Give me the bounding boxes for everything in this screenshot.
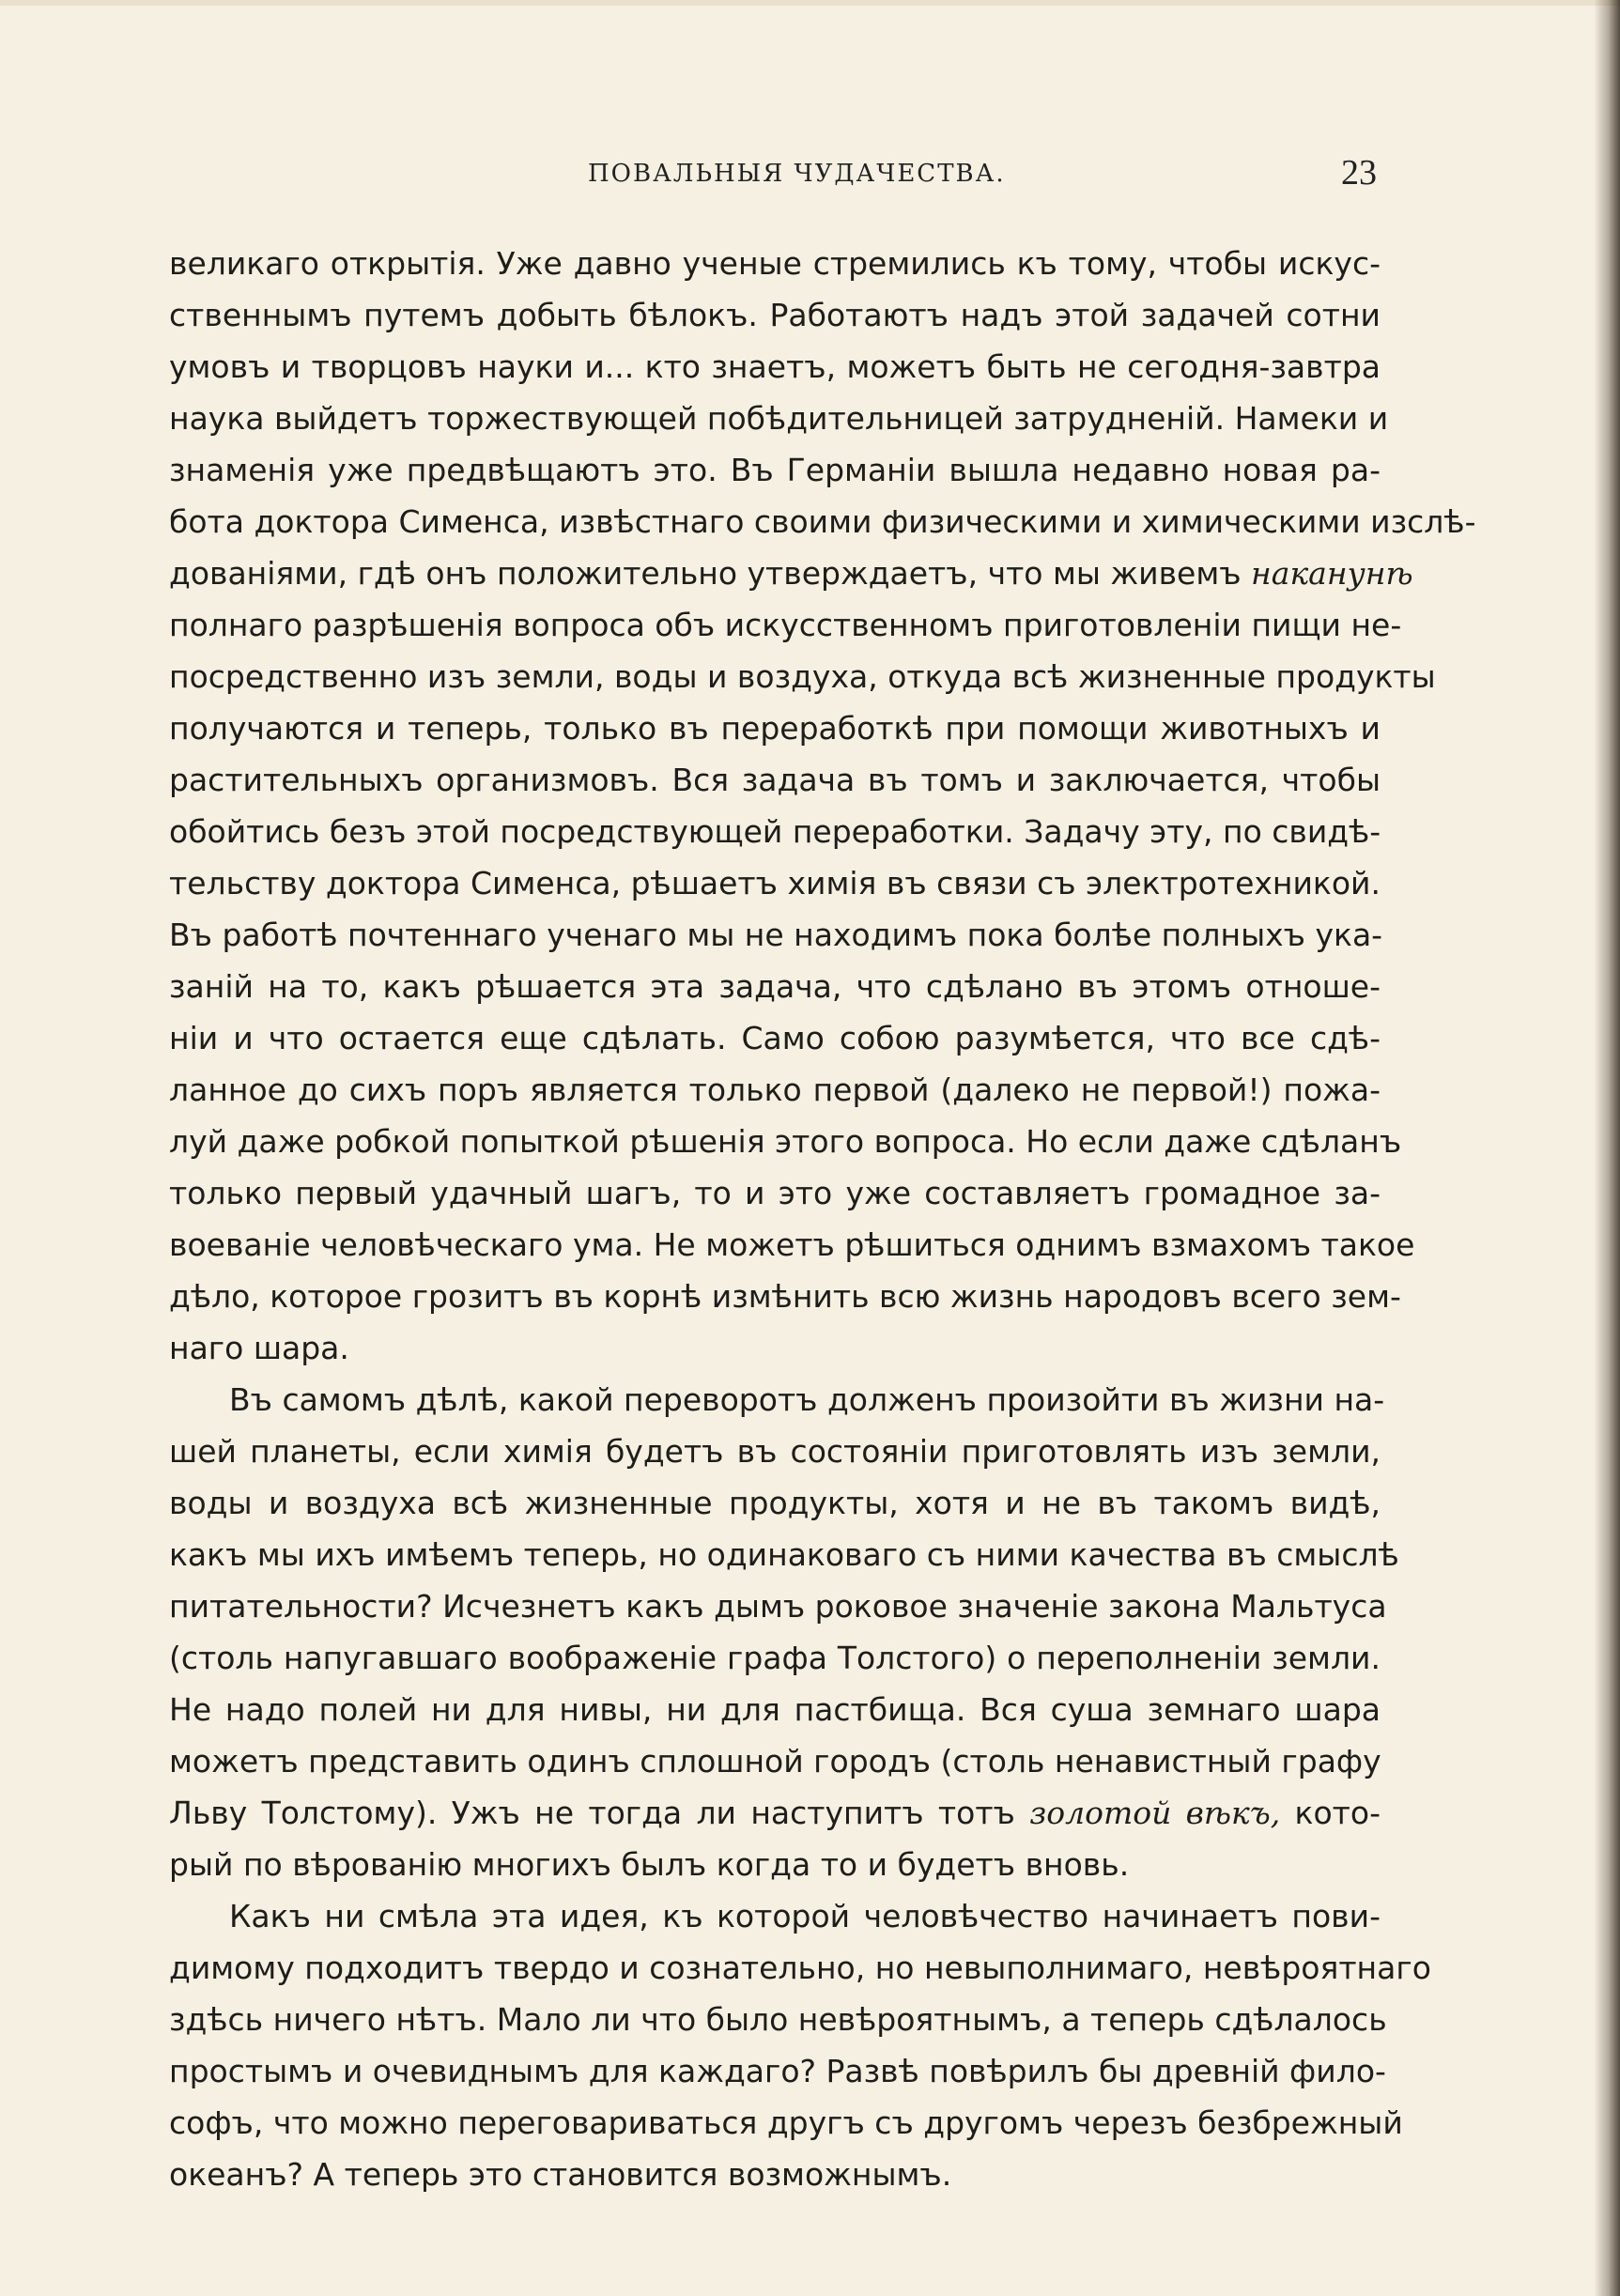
- text-line: [169, 496, 1476, 547]
- text-line-content: ніи и что остается еще сдѣлать. Само собою разумѣется, что все сдѣ-: [169, 1020, 1381, 1056]
- text-line: [169, 1787, 1381, 1839]
- text-line-content: растительныхъ организмовъ. Вся задача въ томъ и заключается, чтобы: [169, 762, 1381, 798]
- text-line: [169, 393, 1389, 444]
- text-line: [169, 1735, 1381, 1787]
- text-line-content: шей планеты, если химія будетъ въ состояніи приготовлять изъ земли,: [169, 1433, 1381, 1470]
- text-line-content: софъ, что можно переговариваться другъ съ другомъ черезъ безбрежный: [169, 2104, 1403, 2141]
- text-line: [169, 1012, 1381, 1064]
- text-line-content: воеваніе человѣческаго ума. Не можетъ рѣшиться однимъ взмахомъ такое: [169, 1226, 1415, 1263]
- text-line: [169, 2149, 1381, 2200]
- book-spine-shadow: [1594, 0, 1620, 2296]
- text-line: [169, 1839, 1381, 1890]
- text-line-content: посредственно изъ земли, воды и воздуха, откуда всѣ жизненные продукты: [169, 658, 1436, 695]
- text-line: [169, 1684, 1381, 1735]
- text-line-content: Какъ ни смѣла эта идея, къ которой человѣчество начинаетъ пови-: [229, 1898, 1381, 1934]
- text-line-content: Въ работѣ почтеннаго ученаго мы не находимъ пока болѣе полныхъ ука-: [169, 917, 1383, 953]
- text-line: [169, 754, 1381, 806]
- text-line: [169, 702, 1381, 754]
- text-line-content: Льву Толстому). Ужъ не тогда ли наступитъ тотъ: [169, 1795, 1015, 1831]
- text-line-content: рый по вѣрованію многихъ былъ когда то и будетъ вновь.: [169, 1846, 1130, 1883]
- text-line-content: получаются и теперь, только въ переработкѣ при помощи животныхъ и: [169, 710, 1381, 747]
- text-line: [169, 1064, 1381, 1116]
- text-line-content: знаменія уже предвѣщаютъ это. Въ Германіи вышла недавно новая ра-: [169, 452, 1381, 488]
- italic-emphasis: наканунѣ: [1251, 555, 1413, 592]
- text-line: [169, 1374, 1385, 1425]
- text-line-content: воды и воздуха всѣ жизненные продукты, хотя и не въ такомъ видѣ,: [169, 1485, 1381, 1521]
- text-line: [169, 857, 1381, 909]
- body-text: [169, 238, 1476, 2200]
- text-line-content: наука выйдетъ торжествующей побѣдительницей затрудненій. Намеки и: [169, 400, 1389, 437]
- text-line: [169, 961, 1381, 1012]
- text-line: [169, 806, 1381, 857]
- page-number: 23: [1341, 153, 1377, 193]
- text-line: [169, 651, 1436, 702]
- text-line: [169, 2045, 1386, 2097]
- text-line-content: (столь напугавшаго воображеніе графа Толстого) о переполненіи земли.: [169, 1640, 1381, 1676]
- text-line: [169, 1116, 1402, 1167]
- text-line-content: полнаго разрѣшенія вопроса объ искусственномъ приготовленіи пищи не-: [169, 607, 1402, 643]
- text-line-content: ланное до сихъ поръ является только первой (далеко не первой!) пожа-: [169, 1071, 1381, 1108]
- text-line: [169, 341, 1381, 393]
- text-line-content: простымъ и очевиднымъ для каждаго? Развѣ повѣрилъ бы древній фило-: [169, 2053, 1386, 2089]
- text-line-content: питательности? Исчезнетъ какъ дымъ роковое значеніе закона Мальтуса: [169, 1588, 1387, 1625]
- text-line: [169, 599, 1402, 651]
- text-line: [169, 1425, 1381, 1477]
- text-line-content: луй даже робкой попыткой рѣшенія этого вопроса. Но если даже сдѣланъ: [169, 1123, 1402, 1160]
- text-line-content: умовъ и творцовъ науки и... кто знаетъ, можетъ быть не сегодня-завтра: [169, 348, 1381, 385]
- text-line: [169, 1322, 1381, 1374]
- text-line-content: только первый удачный шагъ, то и это уже составляетъ громадное за-: [169, 1175, 1381, 1211]
- text-line-content: тельству доктора Сименса, рѣшаетъ химія въ связи съ электротехникой.: [169, 865, 1381, 901]
- text-line-content: бота доктора Сименса, извѣстнаго своими физическими и химическими изслѣ-: [169, 503, 1476, 540]
- text-line-content: океанъ? А теперь это становится возможнымъ.: [169, 2156, 952, 2193]
- text-line: [169, 547, 1413, 599]
- text-line: [169, 2097, 1403, 2149]
- text-line: [169, 238, 1381, 289]
- text-line: [169, 1219, 1415, 1271]
- text-line: [169, 1529, 1399, 1580]
- text-line-content: Въ самомъ дѣлѣ, какой переворотъ долженъ произойти въ жизни на-: [229, 1381, 1385, 1418]
- text-line-content: обойтись безъ этой посредствующей переработки. Задачу эту, по свидѣ-: [169, 813, 1381, 850]
- text-line-content: дованіями, гдѣ онъ положительно утверждаетъ, что мы живемъ: [169, 555, 1242, 592]
- text-line-content: Не надо полей ни для нивы, ни для пастбища. Вся суша земнаго шара: [169, 1691, 1381, 1728]
- text-line-content: дѣло, которое грозитъ въ корнѣ измѣнить всю жизнь народовъ всего зем-: [169, 1278, 1401, 1315]
- text-line-content: можетъ представить одинъ сплошной городъ (столь ненавистный графу: [169, 1743, 1381, 1780]
- text-line: [169, 1271, 1401, 1322]
- text-line: [169, 1632, 1381, 1684]
- text-line-content: великаго открытія. Уже давно ученые стремились къ тому, чтобы искус-: [169, 245, 1381, 282]
- text-line: [169, 1477, 1381, 1529]
- text-line: [169, 1890, 1381, 1942]
- running-title: ПОВАЛЬНЫЯ ЧУДАЧЕСТВА.: [588, 160, 1006, 188]
- text-line: [169, 289, 1381, 341]
- text-line: [169, 909, 1381, 961]
- text-line-content: наго шара.: [169, 1330, 349, 1366]
- page-top-edge: [0, 0, 1620, 6]
- text-line-tail: кото-: [1294, 1795, 1381, 1831]
- text-line: [169, 1994, 1387, 2045]
- italic-emphasis: золотой вѣкъ,: [1029, 1795, 1281, 1831]
- running-head: [175, 152, 1377, 197]
- text-line: [169, 444, 1381, 496]
- text-line-content: здѣсь ничего нѣтъ. Мало ли что было невѣроятнымъ, а теперь сдѣлалось: [169, 2001, 1387, 2038]
- text-line-content: ственнымъ путемъ добыть бѣлокъ. Работаютъ надъ этой задачей сотни: [169, 297, 1381, 333]
- text-line: [169, 1942, 1431, 1994]
- text-line-content: димому подходитъ твердо и сознательно, но невыполнимаго, невѣроятнаго: [169, 1949, 1431, 1986]
- text-line-content: какъ мы ихъ имѣемъ теперь, но одинаковаго съ ними качества въ смыслѣ: [169, 1536, 1399, 1573]
- text-line: [169, 1167, 1381, 1219]
- text-line: [169, 1580, 1387, 1632]
- text-line-content: заній на то, какъ рѣшается эта задача, что сдѣлано въ этомъ отноше-: [169, 968, 1381, 1005]
